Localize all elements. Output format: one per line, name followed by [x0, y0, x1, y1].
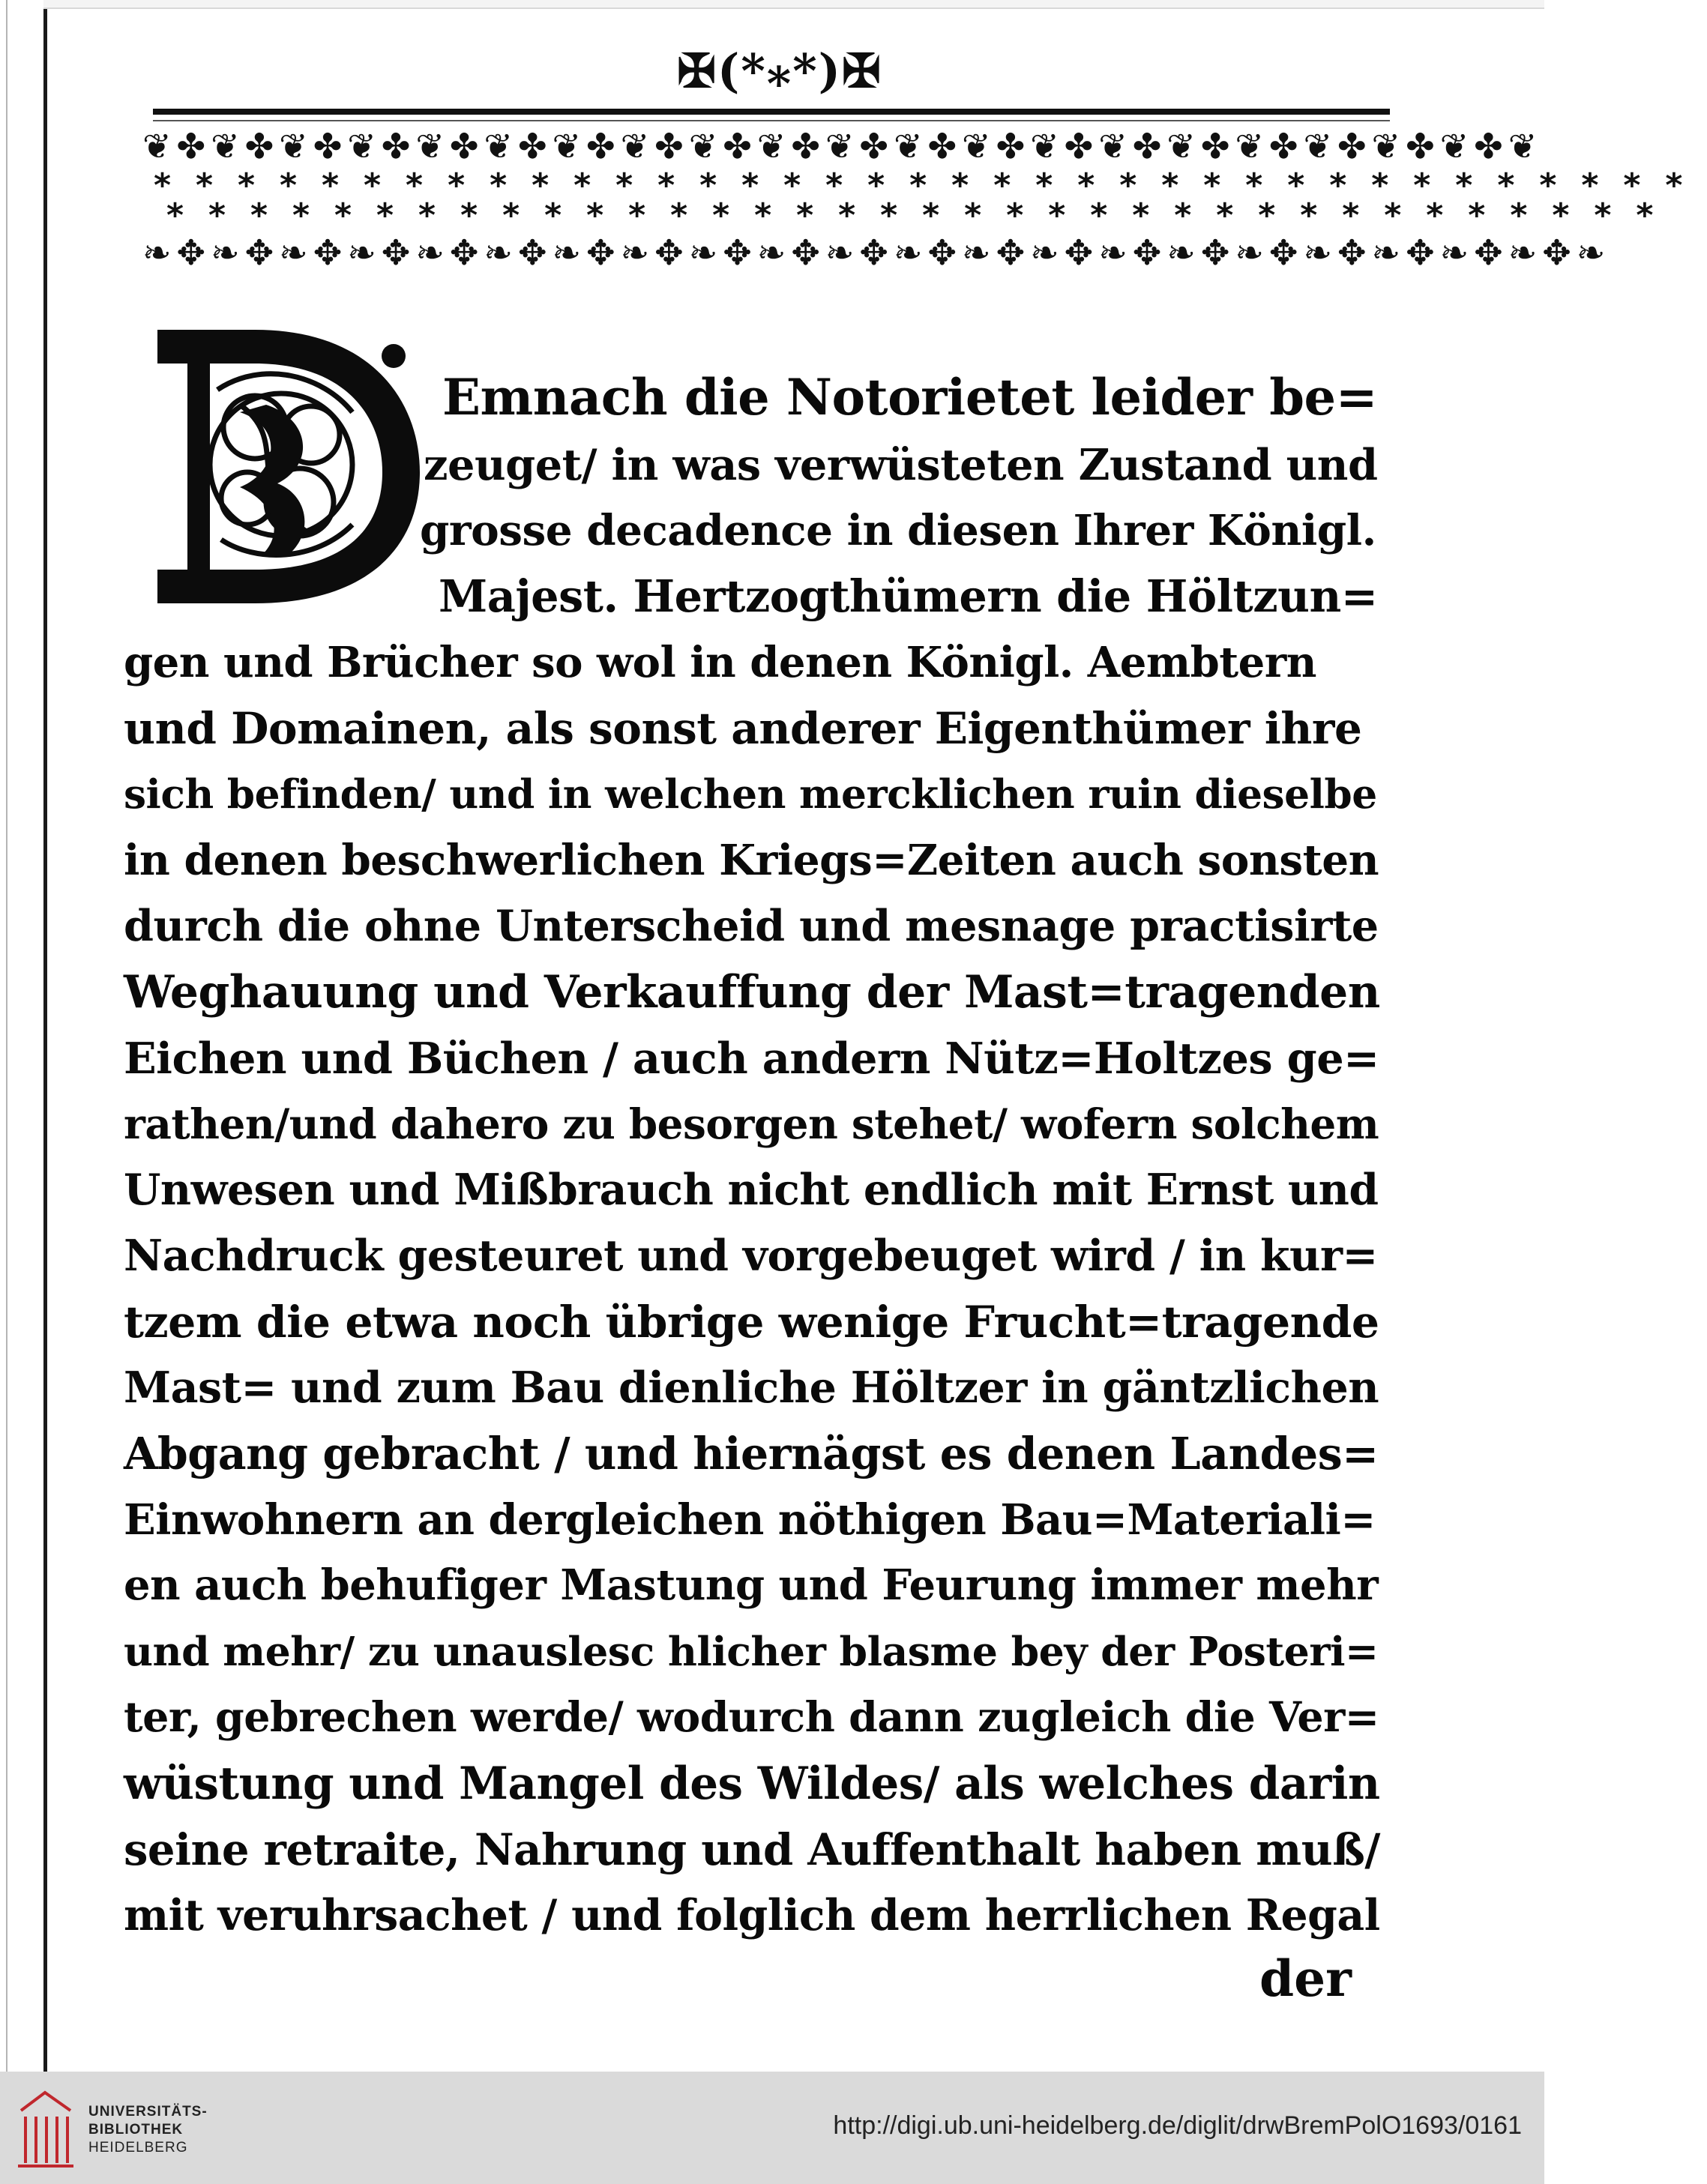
library-name-line: HEIDELBERG	[88, 2140, 188, 2156]
decorated-initial-d-icon	[127, 315, 427, 615]
text-line: gen und Brücher so wol in denen Königl. Aembtern	[124, 638, 1317, 687]
text-line: Majest. Hertzogthümern die Höltzun=	[439, 570, 1378, 622]
catchword: der	[1259, 1949, 1352, 2008]
ornament-band-row: ❦✤❦✤❦✤❦✤❦✤❦✤❦✤❦✤❦✤❦✤❦✤❦✤❦✤❦✤❦✤❦✤❦✤❦✤❦✤❦✤❦	[142, 126, 1543, 166]
text-line: in denen beschwerlichen Kriegs=Zeiten auch sonsten	[124, 836, 1379, 885]
header-rule	[153, 109, 1390, 115]
text-line: Nachdruck gesteuret und vorgebeuget wird / in kur=	[124, 1231, 1378, 1281]
text-line: sich befinden/ und in welchen mercklichen ruin dieselbe	[124, 770, 1377, 818]
text-line: Mast= und zum Bau dienliche Höltzer in gäntzlichen	[124, 1363, 1379, 1413]
source-url-link[interactable]: http://digi.ub.uni-heidelberg.de/diglit/drwBremPolO1693/0161	[833, 2111, 1522, 2140]
text-line: Weghauung und Verkauffung der Mast=tragenden	[124, 966, 1380, 1019]
text-line: zeuget/ in was verwüsteten Zustand und	[424, 439, 1378, 490]
library-name	[88, 2103, 208, 2157]
library-logo-icon	[15, 2088, 76, 2169]
decorated-initial	[127, 315, 427, 615]
scan-top-edge	[43, 0, 1544, 9]
text-line: mit veruhrsachet / und folglich dem herrlichen Regal	[124, 1891, 1380, 1940]
library-name-line: UNIVERSITÄTS-	[88, 2104, 208, 2120]
ornament-band-row: *************************************	[154, 166, 1707, 205]
text-line: und mehr/ zu unauslesc hlicher blasme bey der Posteri=	[124, 1628, 1379, 1675]
text-line: grosse decadence in diesen Ihrer Königl.	[420, 506, 1376, 555]
scan-page-edge	[0, 0, 47, 2072]
text-line: en auch behufiger Mastung und Feurung immer mehr	[124, 1561, 1379, 1610]
ornament-band-row: ************************************	[166, 196, 1679, 235]
text-line: durch die ohne Unterscheid und mesnage practisirte	[124, 901, 1379, 951]
text-line: rathen/und dahero zu besorgen stehet/ wofern solchem	[124, 1100, 1379, 1148]
text-line: seine retraite, Nahrung und Auffenthalt haben muß/	[124, 1824, 1380, 1875]
library-name-line: BIBLIOTHEK	[88, 2122, 184, 2138]
ornament-band-row: ❧✥❧✥❧✥❧✥❧✥❧✥❧✥❧✥❧✥❧✥❧✥❧✥❧✥❧✥❧✥❧✥❧✥❧✥❧✥❧✥❧✥❧	[142, 232, 1611, 273]
text-line: ter, gebrechen werde/ wodurch dann zugleich die Ver=	[124, 1693, 1379, 1742]
footer-bar	[0, 2072, 1544, 2184]
text-line: Unwesen und Mißbrauch nicht endlich mit Ernst und	[124, 1165, 1379, 1215]
text-line: Emnach die Notorietet leider be=	[442, 367, 1378, 426]
text-line: tzem die etwa noch übrige wenige Frucht=tragende	[124, 1296, 1379, 1348]
header-rule-thin	[153, 120, 1390, 121]
text-line: Abgang gebracht / und hiernägst es denen Landes=	[124, 1428, 1379, 1479]
text-line: wüstung und Mangel des Wildes/ als welches darin	[124, 1758, 1380, 1810]
text-line: und Domainen, als sonst anderer Eigenthümer ihre	[124, 703, 1362, 754]
text-line: Einwohnern an dergleichen nöthigen Bau=Materiali=	[124, 1495, 1376, 1545]
text-line: Eichen und Büchen / auch andern Nütz=Holtzes ge=	[124, 1033, 1379, 1084]
page-header-ornament: ✠(*⁎*)✠	[677, 43, 882, 98]
